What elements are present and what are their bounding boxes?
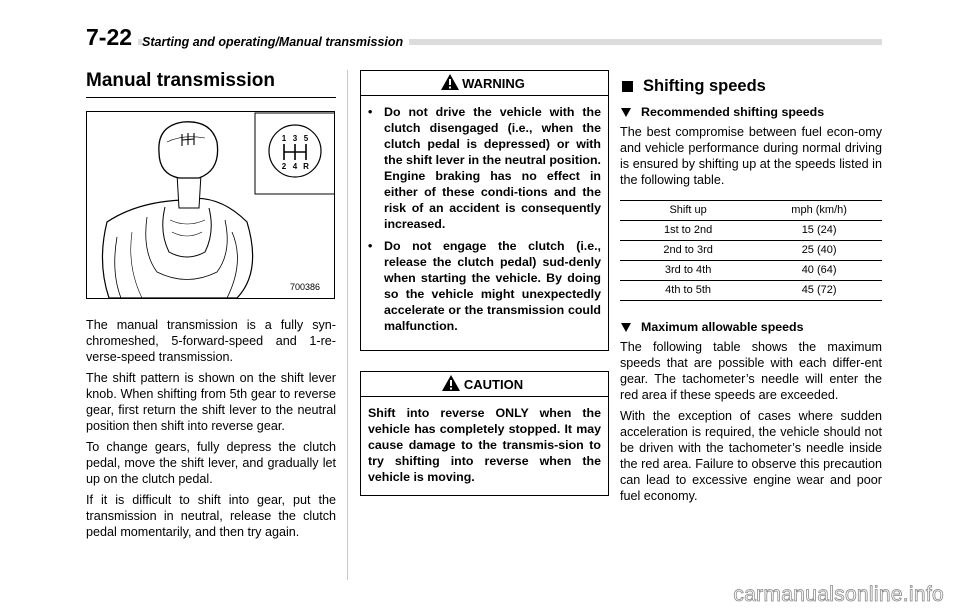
- table-cell: 3rd to 4th: [620, 261, 756, 281]
- page-number: 7-22: [86, 24, 138, 50]
- table-cell: 1st to 2nd: [620, 221, 756, 241]
- table-header-cell: Shift up: [620, 201, 756, 221]
- recommended-title: Recommended shifting speeds: [641, 105, 825, 119]
- section-title: Manual transmission: [86, 70, 275, 91]
- caution-box: [360, 371, 609, 496]
- warning-triangle-icon: [440, 73, 460, 91]
- warning-title: WARNING: [462, 75, 525, 91]
- warning-item: [368, 104, 601, 232]
- recommended-heading: [620, 104, 882, 120]
- paragraph: With the exception of cases where sudden acceleration is required, the vehicle should not be driven with the tachometer’s needle inside the red area. Failure to observe this precaution can lead to excessive engine wear and poor fuel economy.: [620, 409, 882, 503]
- section-square-icon: [622, 81, 633, 92]
- table-row: [620, 241, 882, 261]
- warning-box: [360, 70, 609, 351]
- warning-item-text: Do not drive the vehicle with the clutch disengaged (i.e., when the clutch pedal is depressed) or with the shift lever in the neutral position. Engine braking has no effect in either of these condi-tions and the risk of an accident is consequently increased.: [384, 105, 601, 231]
- table-cell: 4th to 5th: [620, 281, 756, 301]
- left-column: [86, 70, 336, 545]
- shifting-speeds-title: Shifting speeds: [643, 77, 766, 95]
- caution-header: [361, 372, 608, 397]
- maximum-title: Maximum allowable speeds: [641, 320, 804, 334]
- table-cell: 25 (40): [756, 241, 882, 261]
- warning-header: [361, 71, 608, 96]
- table-cell: 15 (24): [756, 221, 882, 241]
- title-rule: [86, 97, 336, 98]
- paragraph: The following table shows the maximum speeds that are possible with each differ-ent gear. The tachometer’s needle will enter the red area if these speeds are exceeded.: [620, 340, 882, 402]
- right-column: [620, 70, 882, 509]
- subsection-triangle-icon: [621, 323, 631, 332]
- paragraph: The shift pattern is shown on the shift lever knob. When shifting from 5th gear to reverse gear, first return the shift lever to the neutral position then shift into reverse gear.: [86, 371, 336, 434]
- shifting-speeds-heading: [620, 76, 882, 96]
- watermark: carmanualsonline.info: [733, 583, 944, 606]
- pattern-label-4: 4: [292, 162, 298, 172]
- warning-item-text: Do not engage the clutch (i.e., release the clutch pedal) sud-denly when starting the vehicle. By doing so the vehicle might unexpectedly accelerate or the transmission could malfunction.: [384, 239, 601, 333]
- paragraph: To change gears, fully depress the clutch pedal, move the shift lever, and gradually let up on the clutch pedal.: [86, 440, 336, 487]
- table-row: [620, 281, 882, 301]
- warning-item: [368, 238, 601, 334]
- subsection-triangle-icon: [621, 108, 631, 117]
- table-cell: 2nd to 3rd: [620, 241, 756, 261]
- maximum-heading: [620, 319, 882, 335]
- figure-code: 700386: [289, 282, 320, 293]
- pattern-label-r: R: [303, 162, 309, 172]
- pattern-label-2: 2: [281, 162, 287, 172]
- pattern-label-1: 1: [281, 134, 287, 144]
- warning-body: [361, 96, 608, 350]
- paragraph: The manual transmission is a fully syn-chromeshed, 5-forward-speed and 1-re-verse-speed transmission.: [86, 318, 336, 365]
- pattern-label-3: 3: [292, 134, 298, 144]
- caution-title: CAUTION: [463, 376, 524, 392]
- shifting-speeds-table: [620, 200, 882, 301]
- recommended-intro: The best compromise between fuel econ-omy and vehicle performance during normal driving is ensured by shifting up at the speeds listed in the following table.: [620, 125, 882, 187]
- caution-text: Shift into reverse ONLY when the vehicle has completely stopped. It may cause damage to the transmis-sion to try shifting into reverse when the vehicle is moving.: [368, 406, 601, 484]
- shift-lever-illustration: [87, 112, 335, 299]
- column-divider: [347, 70, 348, 580]
- shift-lever-figure: [86, 111, 335, 299]
- table-cell: 40 (64): [756, 261, 882, 281]
- caution-triangle-icon: [441, 374, 461, 392]
- caution-body: [361, 397, 608, 495]
- table-row: [620, 221, 882, 241]
- table-header-row: [620, 201, 882, 221]
- pattern-label-5: 5: [303, 134, 309, 144]
- running-title: Starting and operating/Manual transmission: [142, 35, 409, 49]
- table-header-cell: mph (km/h): [756, 201, 882, 221]
- table-cell: 45 (72): [756, 281, 882, 301]
- table-row: [620, 261, 882, 281]
- bullet-dot: •: [368, 105, 373, 119]
- bullet-dot: •: [368, 239, 373, 253]
- paragraph: If it is difficult to shift into gear, put the transmission in neutral, release the clutch pedal momentarily, and then try again.: [86, 493, 336, 540]
- middle-column: [360, 70, 609, 496]
- page-header: [86, 24, 882, 50]
